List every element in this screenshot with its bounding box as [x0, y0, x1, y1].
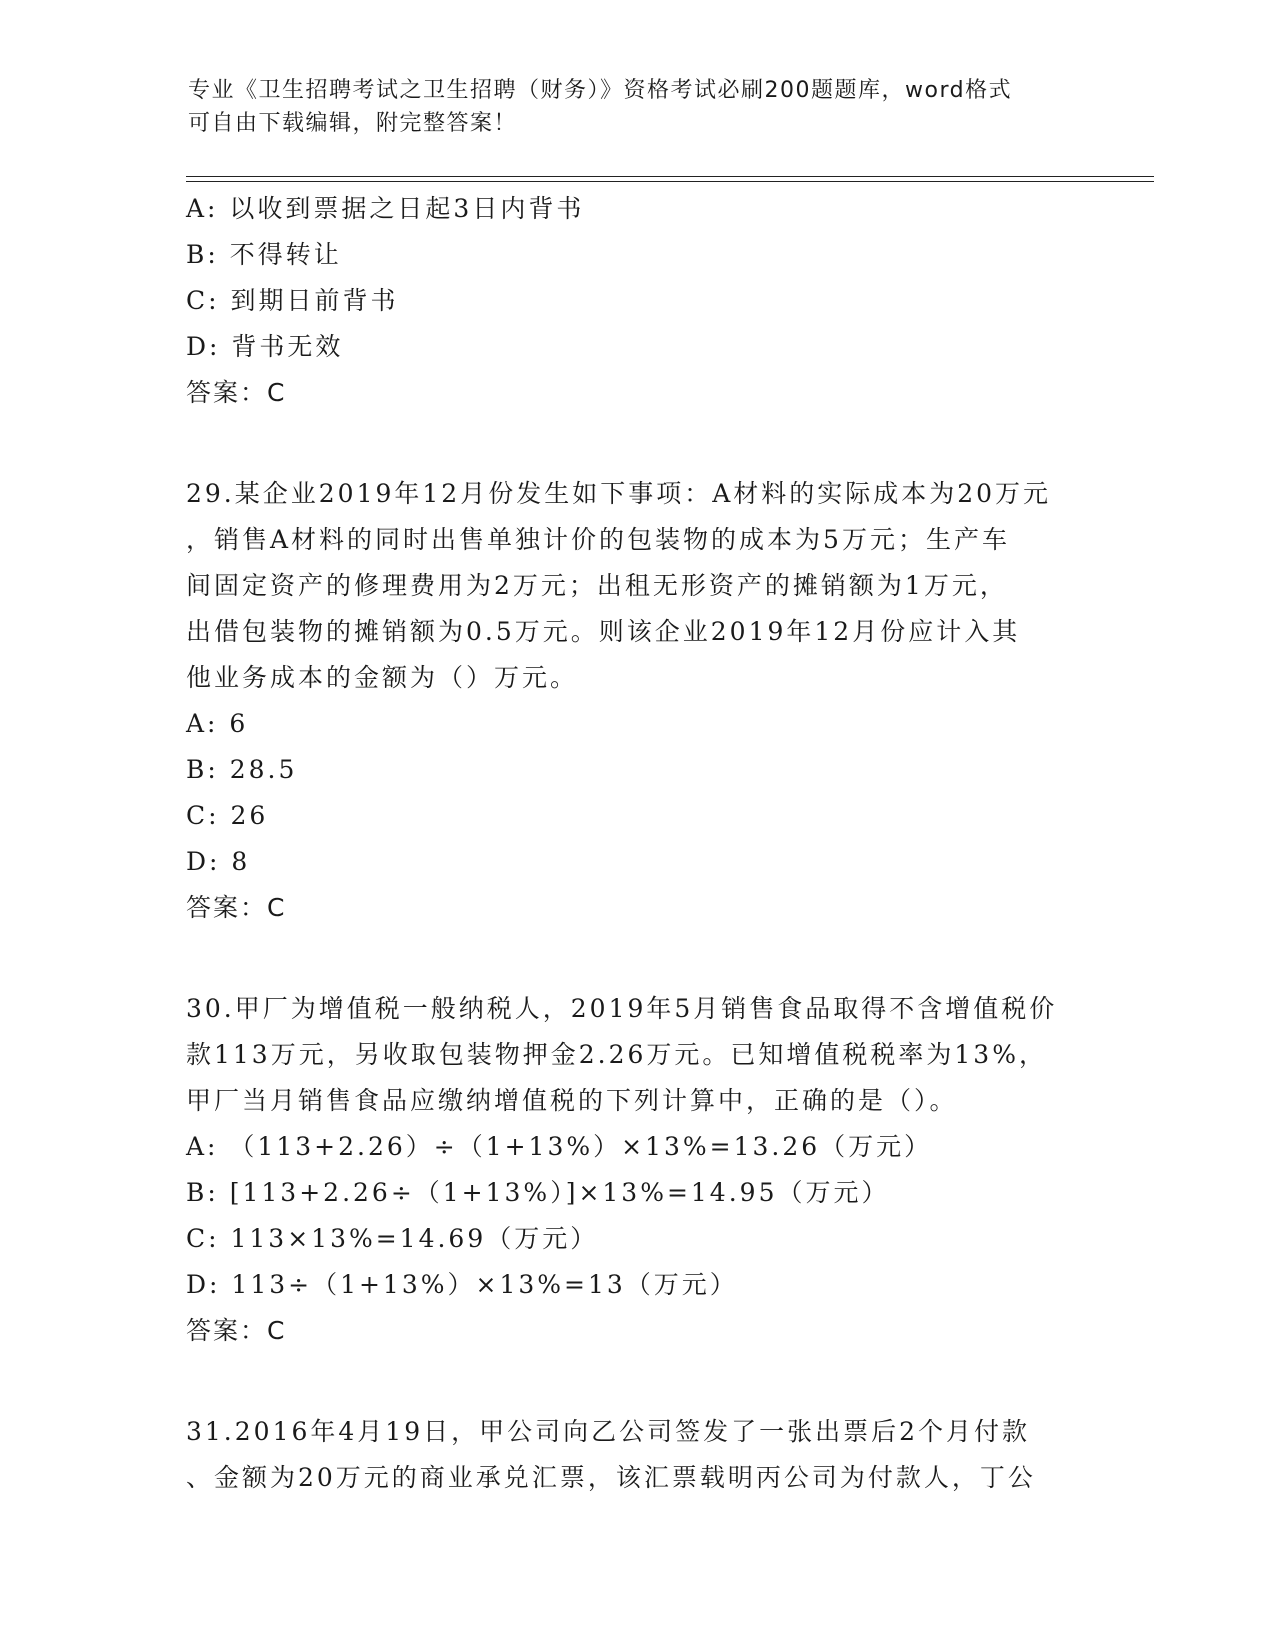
- option-b: B: 28.5: [186, 755, 298, 784]
- question-text-line: 出借包装物的摊销额为0.5万元。则该企业2019年12月份应计入其: [186, 617, 1021, 646]
- option-a: A: 6: [186, 709, 249, 738]
- question-30: [186, 986, 1086, 1354]
- option-a: A: 以收到票据之日起3日内背书: [186, 194, 585, 223]
- question-text-line: 30.甲厂为增值税一般纳税人，2019年5月销售食品取得不含增值税价: [186, 994, 1058, 1023]
- option-d: D: 背书无效: [186, 332, 344, 361]
- answer: 答案：C: [186, 378, 287, 407]
- question-31: [186, 1409, 1086, 1501]
- question-text-line: 31.2016年4月19日，甲公司向乙公司签发了一张出票后2个月付款: [186, 1417, 1031, 1446]
- header-line-2: 可自由下载编辑，附完整答案！: [188, 111, 518, 136]
- question-text-line: 、金额为20万元的商业承兑汇票，该汇票载明丙公司为付款人，丁公: [186, 1463, 1036, 1492]
- question-text-line: 甲厂当月销售食品应缴纳增值税的下列计算中，正确的是（）。: [186, 1086, 958, 1115]
- option-c: C: 到期日前背书: [186, 286, 399, 315]
- option-c: C: 26: [186, 801, 269, 830]
- document-header: [188, 74, 1068, 140]
- question-28-continued: [186, 186, 1086, 416]
- question-text-line: 他业务成本的金额为（）万元。: [186, 663, 579, 692]
- option-b: B: [113+2.26÷（1+13%）]×13%=14.95（万元）: [186, 1178, 890, 1207]
- question-29: [186, 471, 1086, 931]
- question-text-line: 款113万元，另收取包装物押金2.26万元。已知增值税税率为13%，: [186, 1040, 1047, 1069]
- question-text-line: ，销售A材料的同时出售单独计价的包装物的成本为5万元；生产车: [186, 525, 1010, 554]
- answer: 答案：C: [186, 893, 287, 922]
- question-content: [186, 186, 1086, 1501]
- option-d: D: 8: [186, 847, 251, 876]
- question-text-line: 29.某企业2019年12月份发生如下事项：A材料的实际成本为20万元: [186, 479, 1052, 508]
- question-text-line: 间固定资产的修理费用为2万元；出租无形资产的摊销额为1万元，: [186, 571, 1008, 600]
- option-c: C: 113×13%=14.69（万元）: [186, 1224, 599, 1253]
- header-divider: [186, 176, 1154, 182]
- option-b: B: 不得转让: [186, 240, 342, 269]
- option-d: D: 113÷（1+13%）×13%=13（万元）: [186, 1270, 738, 1299]
- answer: 答案：C: [186, 1316, 287, 1345]
- header-line-1: 专业《卫生招聘考试之卫生招聘（财务）》资格考试必刷200题题库，word格式: [188, 78, 1013, 103]
- option-a: A: （113+2.26）÷（1+13%）×13%=13.26（万元）: [186, 1132, 933, 1161]
